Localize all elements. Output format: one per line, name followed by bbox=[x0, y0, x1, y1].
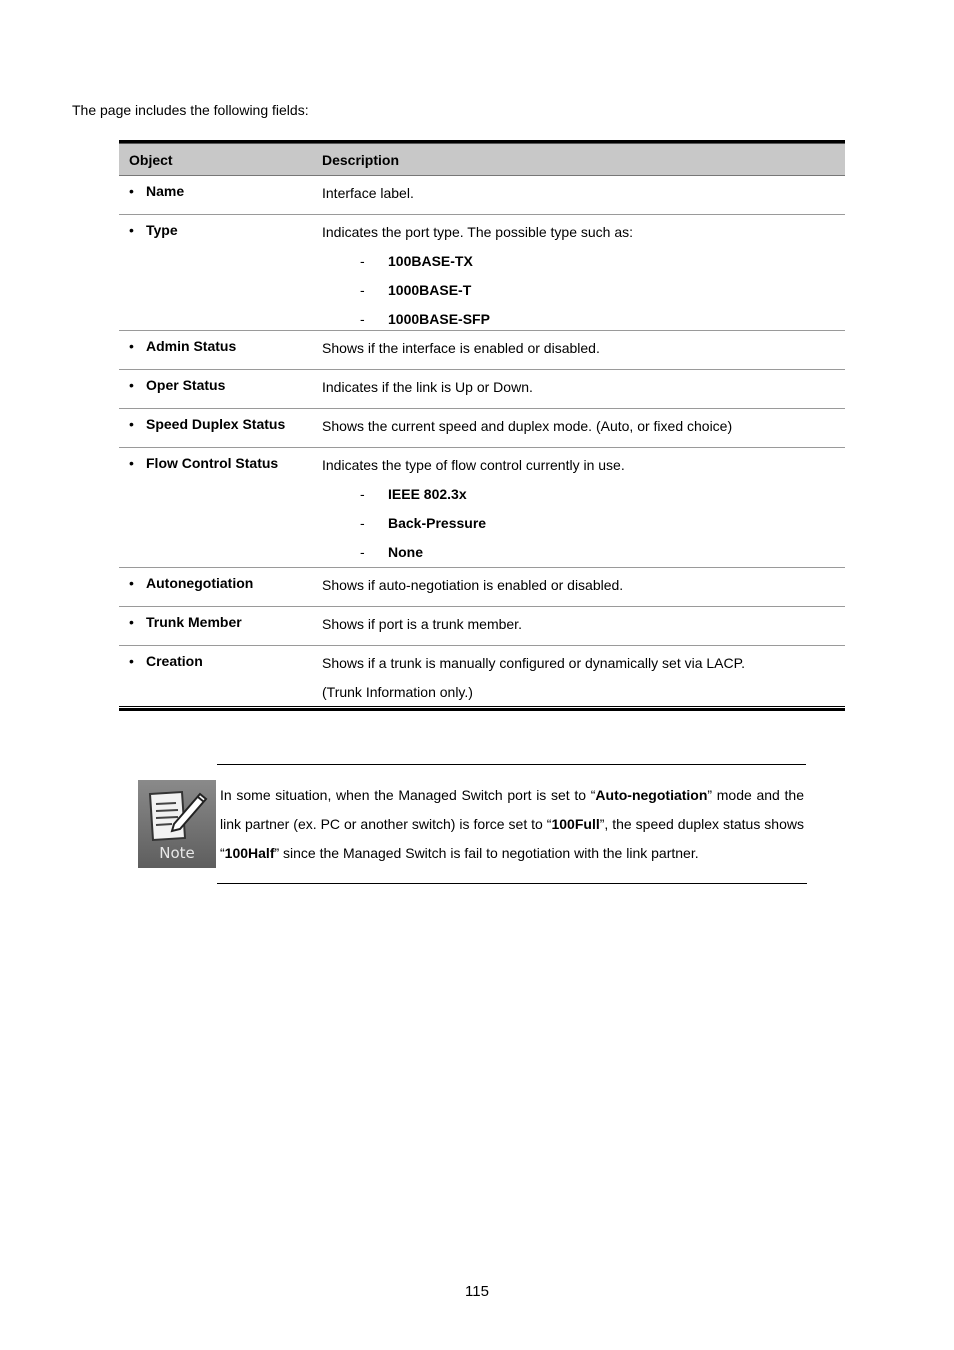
object-name: Admin Status bbox=[146, 338, 237, 354]
page-number: 115 bbox=[465, 1283, 489, 1300]
note-icon-label: Note bbox=[159, 844, 195, 862]
bullet-icon: • bbox=[129, 338, 134, 354]
bullet-icon: • bbox=[129, 416, 134, 432]
description-text: Indicates the port type. The possible type such as: bbox=[322, 224, 634, 240]
description-text: Indicates if the link is Up or Down. bbox=[322, 379, 533, 395]
option-label: 1000BASE-SFP bbox=[388, 311, 490, 327]
object-cell bbox=[119, 568, 312, 606]
object-name: Speed Duplex Status bbox=[146, 416, 286, 432]
table-row bbox=[119, 331, 845, 370]
option-item bbox=[322, 280, 845, 300]
table-row bbox=[119, 646, 845, 707]
description-cell bbox=[312, 646, 845, 707]
option-label: Back-Pressure bbox=[388, 515, 487, 531]
note-paper-pencil-icon bbox=[138, 780, 216, 850]
object-name: Oper Status bbox=[146, 377, 226, 393]
object-cell bbox=[119, 448, 312, 567]
bullet-icon: • bbox=[129, 575, 134, 591]
note-emphasis: Auto-negotiation bbox=[595, 787, 708, 803]
object-cell bbox=[119, 331, 312, 369]
option-item bbox=[322, 309, 845, 329]
bullet-icon: • bbox=[129, 377, 134, 393]
description-cell bbox=[312, 176, 845, 214]
intro-text: The page includes the following fields: bbox=[72, 102, 309, 118]
object-cell bbox=[119, 370, 312, 408]
object-cell bbox=[119, 215, 312, 330]
bullet-icon: • bbox=[129, 183, 134, 199]
object-cell bbox=[119, 646, 312, 707]
object-name: Creation bbox=[146, 653, 203, 669]
description-text: Shows if auto-negotiation is enabled or disabled. bbox=[322, 577, 624, 593]
object-name: Trunk Member bbox=[146, 614, 242, 630]
object-name: Flow Control Status bbox=[146, 455, 279, 471]
description-text: Shows if port is a trunk member. bbox=[322, 616, 522, 632]
description-cell bbox=[312, 215, 845, 330]
description-cell bbox=[312, 568, 845, 606]
note-text bbox=[220, 781, 804, 868]
note-segment: ” since the Managed Switch is fail to negotiation with the link partner. bbox=[274, 845, 699, 861]
table-header bbox=[119, 143, 845, 176]
description-text: Shows if a trunk is manually configured or dynamically set via LACP. bbox=[322, 655, 746, 671]
object-name: Autonegotiation bbox=[146, 575, 254, 591]
table-row bbox=[119, 448, 845, 568]
object-name: Type bbox=[146, 222, 178, 238]
option-label: 1000BASE-T bbox=[388, 282, 472, 298]
dash-marker: - bbox=[360, 253, 365, 269]
note-bottom-rule bbox=[217, 883, 807, 884]
table-body bbox=[119, 176, 845, 707]
note-emphasis: 100Half bbox=[224, 845, 275, 861]
description-cell bbox=[312, 331, 845, 369]
note-box bbox=[138, 764, 807, 884]
option-label: IEEE 802.3x bbox=[388, 486, 467, 502]
table-row bbox=[119, 370, 845, 409]
dash-marker: - bbox=[360, 544, 365, 560]
header-description: Description bbox=[322, 151, 400, 168]
option-item bbox=[322, 484, 845, 504]
description-cell bbox=[312, 448, 845, 567]
bullet-icon: • bbox=[129, 222, 134, 238]
object-cell bbox=[119, 176, 312, 214]
header-object: Object bbox=[129, 151, 173, 168]
note-pencil-icon bbox=[138, 780, 216, 868]
table-row bbox=[119, 215, 845, 331]
description-text: Shows the current speed and duplex mode. (Auto, or fixed choice) bbox=[322, 418, 733, 434]
object-cell bbox=[119, 409, 312, 447]
description-cell bbox=[312, 409, 845, 447]
option-item bbox=[322, 513, 845, 533]
note-segment: ” mode and the link partner (ex. PC or another switch) is force set to “ bbox=[220, 787, 805, 832]
description-text: (Trunk Information only.) bbox=[322, 684, 473, 700]
description-text: Indicates the type of flow control currently in use. bbox=[322, 457, 625, 473]
description-text: Interface label. bbox=[322, 185, 414, 201]
dash-marker: - bbox=[360, 282, 365, 298]
table-row bbox=[119, 607, 845, 646]
note-top-rule bbox=[217, 764, 806, 765]
option-item bbox=[322, 251, 845, 271]
note-emphasis: 100Full bbox=[551, 816, 600, 832]
dash-marker: - bbox=[360, 311, 365, 327]
option-label: None bbox=[388, 544, 423, 560]
description-cell bbox=[312, 607, 845, 645]
object-name: Name bbox=[146, 183, 185, 199]
dash-marker: - bbox=[360, 515, 365, 531]
option-label: 100BASE-TX bbox=[388, 253, 473, 269]
note-segment: In some situation, when the Managed Switch port is set to “ bbox=[220, 787, 596, 803]
table-row bbox=[119, 176, 845, 215]
option-item bbox=[322, 542, 845, 562]
fields-table bbox=[119, 140, 845, 711]
table-bottom-rule bbox=[119, 707, 845, 711]
description-text: Shows if the interface is enabled or disabled. bbox=[322, 340, 600, 356]
dash-marker: - bbox=[360, 486, 365, 502]
bullet-icon: • bbox=[129, 614, 134, 630]
note-segment: ”, the speed duplex status shows “ bbox=[220, 816, 804, 861]
table-row bbox=[119, 568, 845, 607]
bullet-icon: • bbox=[129, 653, 134, 669]
bullet-icon: • bbox=[129, 455, 134, 471]
description-cell bbox=[312, 370, 845, 408]
table-row bbox=[119, 409, 845, 448]
object-cell bbox=[119, 607, 312, 645]
